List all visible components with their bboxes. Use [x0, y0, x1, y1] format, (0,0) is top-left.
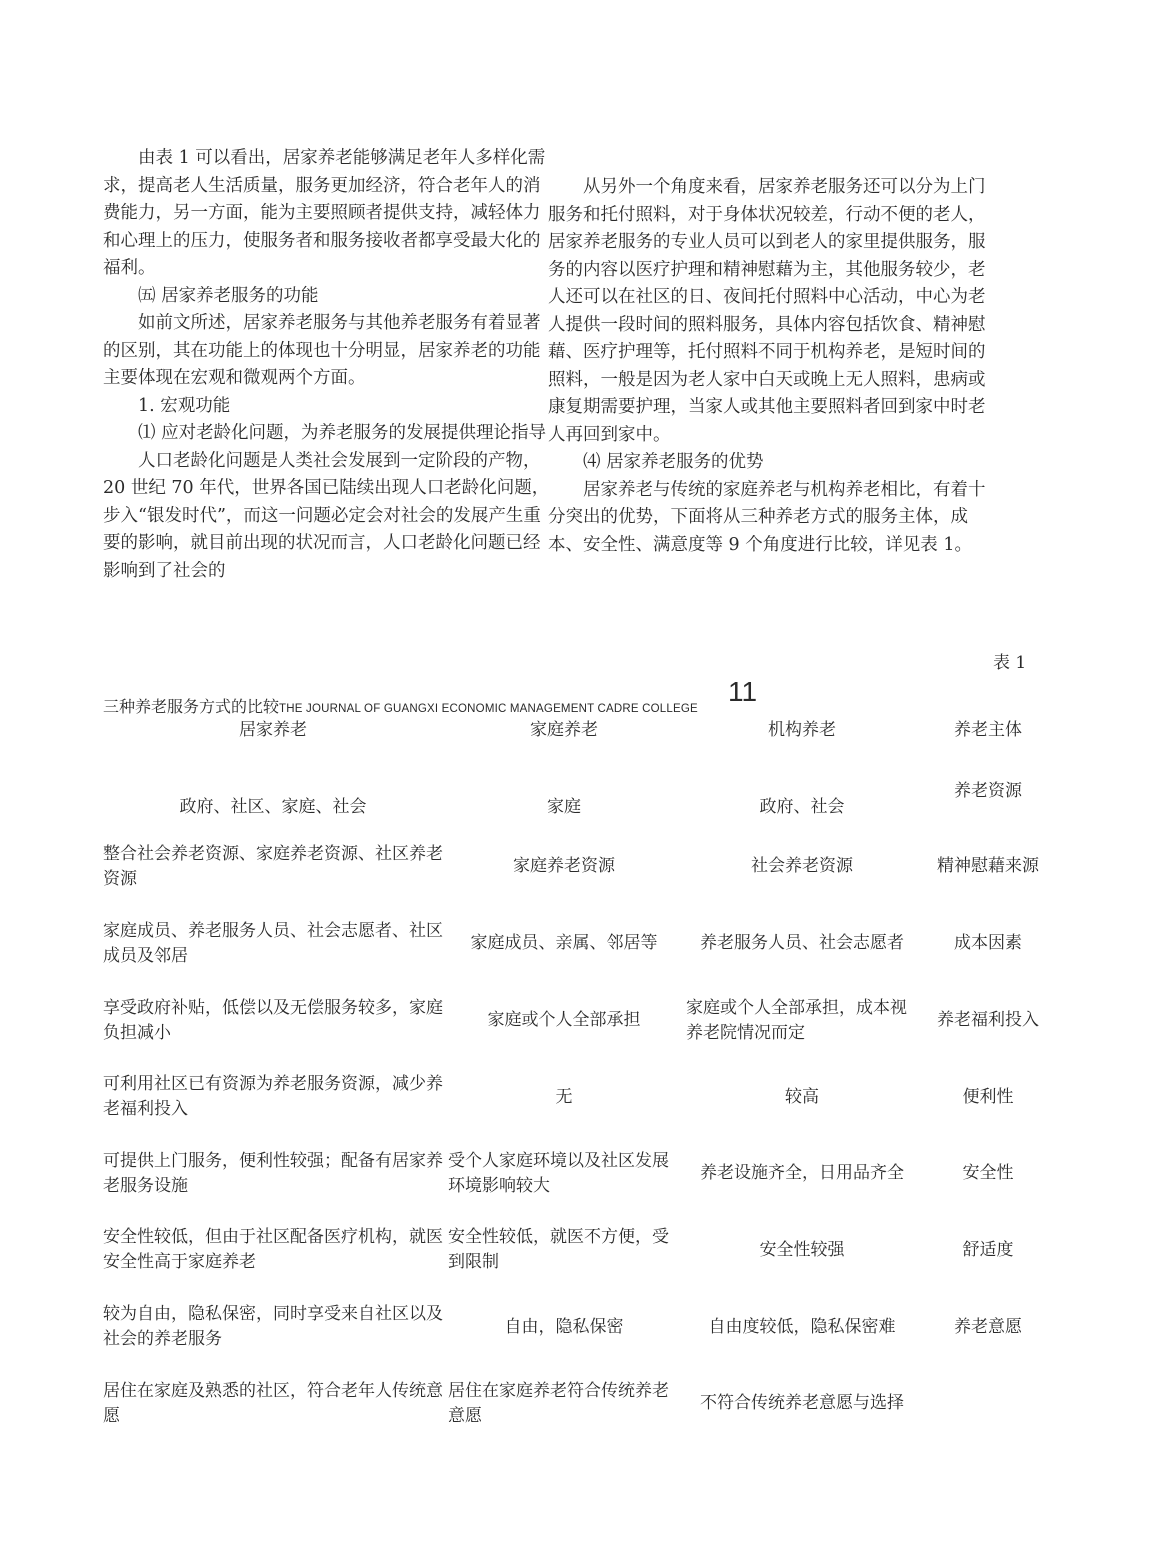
table-cell: 养老设施齐全，日用品齐全 — [700, 1163, 904, 1183]
table-cell: 自由度较低，隐私保密难 — [708, 1317, 896, 1337]
table-cell: 精神慰藉来源 — [937, 856, 1039, 876]
table-cell: 政府、社区、家庭、社会 — [179, 797, 367, 817]
table-number: 表 1 — [993, 653, 1027, 673]
left-text-column — [103, 145, 551, 585]
table-cell: 家庭成员、亲属、邻居等 — [470, 933, 658, 953]
table-cell: 家庭成员、养老服务人员、社会志愿者、社区成员及邻居 — [103, 921, 443, 966]
table-caption-line — [103, 694, 698, 717]
table-cell: 整合社会养老资源、家庭养老资源、社区养老资源 — [103, 844, 443, 889]
table-header-cell: 机构养老 — [768, 720, 836, 740]
table-cell: 养老意愿 — [954, 1317, 1022, 1337]
table-cell: 无 — [555, 1087, 573, 1107]
table-cell: 安全性 — [962, 1163, 1014, 1183]
subsection-heading: 1. 宏观功能 — [138, 395, 231, 416]
paragraph: 人口老龄化问题是人类社会发展到一定阶段的产物，20 世纪 70 年代，世界各国已陆续出现人口老龄化问题，步入“银发时代”，而这一问题必定会对社会的发展产生重要的影响，就目前出现的状况而言，人口老龄化问题已经影响到了社会的 — [103, 450, 550, 581]
table-cell: 安全性较强 — [759, 1240, 845, 1260]
paragraph: 居家养老与传统的家庭养老与机构养老相比，有着十分突出的优势，下面将从三种养老方式的服务主体，成本、安全性、满意度等 9 个角度进行比较，详见表 1。 — [548, 479, 986, 555]
table-cell: 养老资源 — [954, 781, 1022, 801]
page-number: 11 — [728, 676, 758, 707]
table-cell: 家庭养老资源 — [513, 856, 615, 876]
table-cell: 可提供上门服务，便利性较强；配备有居家养老服务设施 — [103, 1151, 443, 1196]
table-header-cell: 养老主体 — [954, 720, 1022, 740]
table-cell: 较高 — [785, 1087, 819, 1107]
table-cell: 养老福利投入 — [937, 1010, 1039, 1030]
table-cell: 养老服务人员、社会志愿者 — [700, 933, 904, 953]
table-cell: 便利性 — [962, 1087, 1014, 1107]
table-caption: 三种养老服务方式的比较 — [103, 697, 280, 716]
paragraph: 如前文所述，居家养老服务与其他养老服务有着显著的区别，其在功能上的体现也十分明显，居家养老的功能主要体现在宏观和微观两个方面。 — [103, 313, 541, 388]
table-cell: 自由，隐私保密 — [504, 1317, 624, 1337]
table-cell: 受个人家庭环境以及社区发展环境影响较大 — [448, 1151, 669, 1196]
section-heading: ⑷ 居家养老服务的优势 — [583, 452, 764, 472]
table-header-cell: 居家养老 — [239, 720, 307, 740]
table-cell: 较为自由，隐私保密，同时享受来自社区以及社会的养老服务 — [103, 1304, 443, 1349]
subsection-heading: ⑴ 应对老龄化问题，为养老服务的发展提供理论指导 — [138, 423, 547, 443]
table-cell: 家庭或个人全部承担，成本视养老院情况而定 — [686, 998, 907, 1043]
table-cell: 家庭或个人全部承担 — [487, 1010, 641, 1030]
table-header-cell: 家庭养老 — [530, 720, 598, 740]
paragraph: 从另外一个角度来看，居家养老服务还可以分为上门服务和托付照料，对于身体状况较差，行动不便的老人，居家养老服务的专业人员可以到老人的家里提供服务，服务的内容以医疗护理和精神慰藉为主，其他服务较少，老人还可以在社区的日、夜间托付照料中心活动，中心为老人提供一段时间的照料服务，具体内容包括饮食、精神慰藉、医疗护理等，托付照料不同于机构养老，是短时间的照料，一般是因为老人家中白天或晚上无人照料，患病或康复期需要护理，当家人或其他主要照料者回到家中时老人再回到家中。 — [548, 177, 986, 445]
table-cell: 享受政府补贴，低偿以及无偿服务较多，家庭负担减小 — [103, 998, 443, 1043]
journal-title: THE JOURNAL OF GUANGXI ECONOMIC MANAGEMENT CADRE COLLEGE — [279, 703, 698, 715]
table-cell: 可利用社区已有资源为养老服务资源，减少养老福利投入 — [103, 1074, 443, 1119]
table-cell: 安全性较低，就医不方便，受到限制 — [448, 1227, 669, 1272]
right-text-column — [548, 174, 998, 559]
table-cell: 安全性较低，但由于社区配备医疗机构，就医安全性高于家庭养老 — [103, 1227, 443, 1272]
table-cell: 政府、社会 — [759, 797, 845, 817]
table-cell: 舒适度 — [962, 1240, 1014, 1260]
paragraph: 由表 1 可以看出，居家养老能够满足老年人多样化需求，提高老人生活质量，服务更加经济，符合老年人的消费能力，另一方面，能为主要照顾者提供支持，减轻体力和心理上的压力，使服务者和服务接收者都享受最大化的福利。 — [103, 148, 546, 278]
table-cell: 成本因素 — [954, 933, 1022, 953]
section-heading: ㈤ 居家养老服务的功能 — [138, 285, 319, 306]
table-cell: 居住在家庭养老符合传统养老意愿 — [448, 1381, 669, 1426]
table-cell: 居住在家庭及熟悉的社区，符合老年人传统意愿 — [103, 1381, 443, 1426]
table-cell: 不符合传统养老意愿与选择 — [700, 1393, 904, 1413]
table-cell: 社会养老资源 — [751, 856, 853, 876]
table-cell: 家庭 — [547, 797, 581, 817]
